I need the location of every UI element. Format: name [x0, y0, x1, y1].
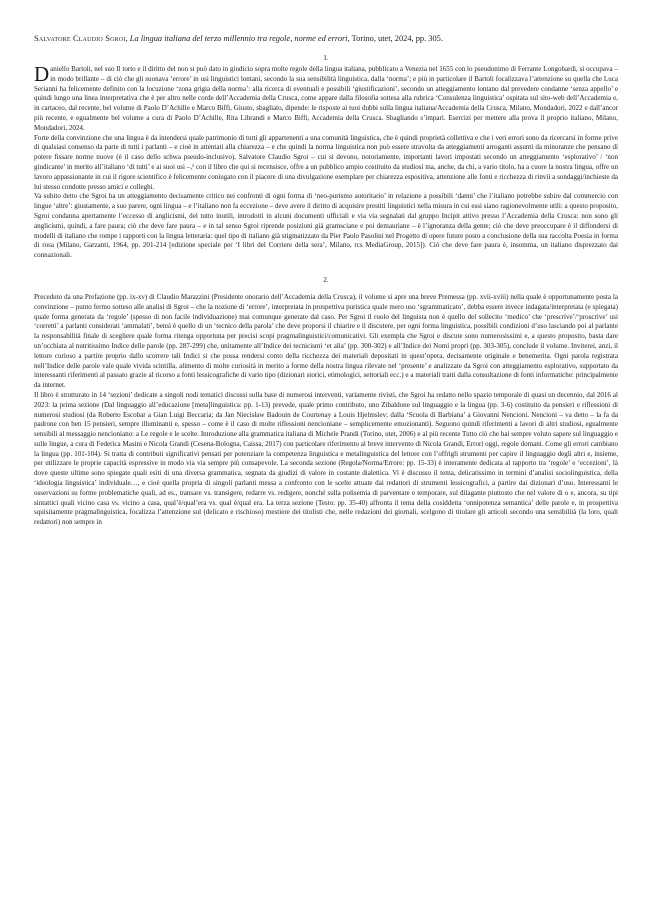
book-publication-info: , Torino, utet, 2024, pp. 305. — [347, 34, 443, 43]
section-2-paragraph-1: Preceduto da una Prefazione (pp. ix-xv) di Claudio Marazzini (Presidente onorario dell’Accademia della Crusca), il volume si apre una breve Premessa (pp. xvii-xviii) nella quale è opportunamente posta la convinzione – punto fermo sotteso alle analisi di Sgroi – che la nozione di ‘errore’, interpretata in prospettiva puristica quale mero uso ‘sgrammaticato’, debba essere invece indagata/interpretata (e spiegata) quale forma generata da ‘regole’ (spesso di non facile individuazione) mai comunque generate dal caso. Per Sgroi il ruolo del linguista non è quello del sollecito ‘medico’ che ‘prescrive’/‘proscrive’ usi ‘corretti’ a parlanti considerati ‘ammalati’, bensì è quello di un ‘tecnico della parola’ che deve proporsi il chiarire e il discutere, per ogni forma linguistica, possibili condizioni d’uso lasciando poi al parlante la responsabilità finale di scegliere quale forma ritenga opportuna per precisi scopi pragmalinguistici/comunicativi. Gli exempla che Sgroi e discute sono numerosissimi e, a questo proposito, basta dare un’occhiata al nutritissimo Indice delle parole (pp. 287-299) che, unitamente all’Indice dei tecnicismi ‘et alia’ (pp. 300-302) e all’Indice dei Nomi propri (pp. 303-305), conclude il volume. Inviterei, anzi, il lettore curioso a partire proprio dallo scorrere tali Indici si che possa rendersi conto della ricchezza dei materiali depositati in quest’opera, decisamente originale e benemerita. Ogni parola registrata nell’Indice delle parole vale quale vivida scintilla, alimento di molte curiosità in merito a forme della nostra lingua rilevate nel ‘presente’ e analizzate da Sgroi con atteggiamento esplorativo, supportato da interessanti riferimenti al passato grazie al ricorso a fonti lessicografiche di vario tipo (dizionari storici, etimologici, settoriali ecc.) e a materiali tratti dalla consultazione di fonti informatiche: principalmente da internet. — [34, 292, 618, 390]
book-title: La lingua italiana del terzo millennio tra regole, norme ed errori — [129, 34, 348, 43]
book-author: Salvatore Claudio Sgroi — [34, 34, 126, 43]
section-1-paragraph-1 — [34, 62, 618, 134]
paragraph-text: aniello Bartoli, nel suo Il torto e il diritto del non si può dato in giudicio sopra molte regole della lingua italiana, pubblicato a Venezia nel 1655 con lo pseudonimo di Ferrante Longobardi, si occupava – in modo brillante – di ciò che gli suonava ‘errore’ in usi linguistici lontani, secondo la sua sensibilità linguistica, dalla ‘norma’; e più in particolare il Bartoli focalizzava l’attenzione su quella che Luca Serianni ha felicemente definito con la locuzione ‘zona grigia della norma’: alla ricerca di eventuali e possibili ‘giustificazioni’, secondo un atteggiamento lontano dal prevedere condanne ‘senza appello’ e quindi lungo una linea interpretativa che è per altro nelle corde dell’Accademia della Crusca, come appare dalla filosofia sottesa alla rubrica ‘Consulenza linguistica’ ospitata sul sito-web dell’Accademia e, in cartaceo, dal recente, bel volume di Paolo D’Achille e Marco Biffi, Giusto, sbagliato, dipende: le risposte ai tuoi dubbi sulla lingua italiana/Accademia della Crusca, Milano, Mondadori, 2022 e dall’ancor più recente, e egualmente bel volume a cura di Paolo D’Achille, Rita Librandi e Marco Biffi, Accademia della Crusca. Sbagliando s’impari. Esercizi per mettere alla prova il proprio italiano, Milano, Mondadori, 2024. — [34, 65, 618, 132]
section-spacer — [34, 261, 618, 275]
review-header: Salvatore Claudio Sgroi, La lingua italiana del terzo millennio tra regole, norme ed errori, Torino, utet, 2024, pp. 305. — [34, 34, 443, 43]
section-1-paragraph-3: Va subito detto che Sgroi ha un atteggiamento decisamente critico nei confronti di ogni forma di ‘neo-purismo autoritario’ in relazione a possibili ‘danni’ che l’italiano potrebbe subire dal commercio con lingue ‘altre’: giustamente, a suo parere, ogni lingua – e l’italiano non fa eccezione – deve avere il diritto di acquisire prestiti linguistici nella misura in cui essi siano ragionevolmente utili: a questo proposito, Sgroi condanna apertamente l’eccesso di anglicismi, del tutto inutili, introdotti in alcuni documenti ufficiali e via via segnalati dal gruppo Incipit attivo presso l’Accademia della Crusca: non sono gli anglicismi, quindi, a fare paura; ciò che deve fare paura – e in tal senso Sgroi riprende posizioni già gramsciane e poi demauriane – è l’ignoranza della gente; ciò che deve preoccupare è il diffondersi di modelli di italiano che rompe i rapporti con la lingua letteraria: quel tipo di italiano già stigmatizzato da Pier Paolo Pasolini nel Progetto di opere future posto a conclusione della sua raccolta Poesia in forma di rosa (Milano, Garzanti, 1964, pp. 201-214 [edizione speciale per ‘I libri del Corriere della sera’, Milano, rcs MediaGroup, 2015]). Ciò che deve fare paura è, insomma, un italiano disprezzato dai connazionali. — [34, 192, 618, 260]
review-page — [34, 33, 618, 528]
section-number-2: 2. — [323, 274, 329, 284]
section-1-paragraph-2: Forte della convinzione che una lingua è da intendersi quale patrimonio di tutti gli appartenenti a una comunità linguistica, che è quindi proprietà collettiva e che i veri errori sono da ricercarsi in forme prive di qualsiasi consenso da parte di tutti i parlanti – e cioè in attentati alla chiarezza – e che quindi la norma linguistica non può essere stravolta da atteggiamenti arroganti assunti da minoranze che pensano di potere fissare norme nuove (è il caso dello schwa pseudo-inclusivo), Salvatore Claudio Sgroi – cui si devono, notoriamente, importanti lavori impostati secondo un atteggiamento ‘esplorativo’ / ‘non giudicante’ in merito all’italiano ‘di tutti’ e ai suoi usi –,¹ con il libro che qui si recensisce, offre a un pubblico ampio costituito da studiosi ma, anche, da chi, a vario titolo, ha a cuore la nostra lingua, offre un lavoro appassionante in cui il rigore scientifico è felicemente coniugato con il piacere di una divulgazione esemplare per chiarezza espositiva, attenzione alle fonti e ricchezza di rinvii a sondaggi/inchieste da lui stesso condotte presso amici e colleghi. — [34, 133, 618, 191]
section-2-paragraph-2: Il libro è strutturato in 14 ‘sezioni’ dedicate a singoli nodi tematici discussi sulla base di numerosi interventi, variamente rivisti, che Sgroi ha redatto nello spazio temporale di quasi un decennio, dal 2016 al 2023: la prima sezione (Dal linguaggio all’educazione [meta]linguistica: pp. 1-13) prevede, quale primo contributo, uno Zibaldone sul linguaggio e la lingua (pp. 3-6) costituito da pensieri e riflessioni di numerosi studiosi (da Roberto Escobar a Gian Luigi Beccaria; da Jan Niecisław Badouin de Courtenay a Louis Hjelmslev; dalla ‘Scuola di Barbiana’ a Giovanni Nencioni. Nencioni – va detto – la fa da padrone con ben 15 pensieri, sempre illuminanti e, spesso – come è il caso di molte riflessioni nencioniane – semplicemente emozionanti). Seguono quindi riferimenti a lavori di altri studiosi, egualmente sensibili al messaggio nencioniano: a Le regole e le scelte. Introduzione alla grammatica italiana di Michele Prandi (Torino, utet, 2006) e al più recente Tutto ciò che hai sempre voluto sapere sul linguaggio e sulle lingue, a cura di Federica Masini e Nicola Grandi (Cesena-Bologna, Caissa, 2017) con particolare riferimento al breve intervento di Nicola Grandi, Errori oggi, regole domani. Come gli errori cambiano la lingua (pp. 101-104). Si tratta di contributi significativi pensati per potenziare la competenza linguistica e metalinguistica del lettore con l’offrigli strumenti per capire il linguaggio degli altri e, insieme, per utilizzare le proprie capacità espressive in modo via via sempre più consapevole. La seconda sezione (Regola/Norma/Errore: pp. 15-33) è interamente dedicata al rapporto tra ‘regole’ e ‘eccezioni’, là dove queste ultime sono spiegate quali esiti di una diversa grammatica, segnata da giudizi di valore in costante dialettica. Vi è discusso il tema, delicatissimo in termini d’analisi sociolinguistica, della ‘ideologia linguistica’ individuale…, e cioè quella propria di singoli parlanti messa a confronto con le scelte attuate dai redattori di strumenti lessicografici, a partire dai dizionari d’uso. Interessanti le osservazioni su forme problematiche quali, ad es., transare vs. transigere, redarre vs. redigere, nonché sulla polisemia di parventare e temporare, sul dilagante piuttosto che nel valore di o e, ancora, su tipi sintattici quali vicino casa vs. vicino a casa, qual’è/qual’era vs. qual è/qual era. La terza sezione (Testo: pp. 35-40) affronta il tema della cosiddetta ‘onnipotenza semantica’ delle parole e, in prospettiva squisitamente pragmalinguistica, focalizza l’attenzione sul (delicato e rischioso) mestiere dei titolisti che, nelle redazioni dei giornali, scelgono di titolare gli articoli secondo una sensibilità (la loro, quali redattori) non sempre in — [34, 390, 618, 527]
drop-cap: D — [34, 62, 50, 86]
section-number-1: 1. — [323, 53, 329, 62]
